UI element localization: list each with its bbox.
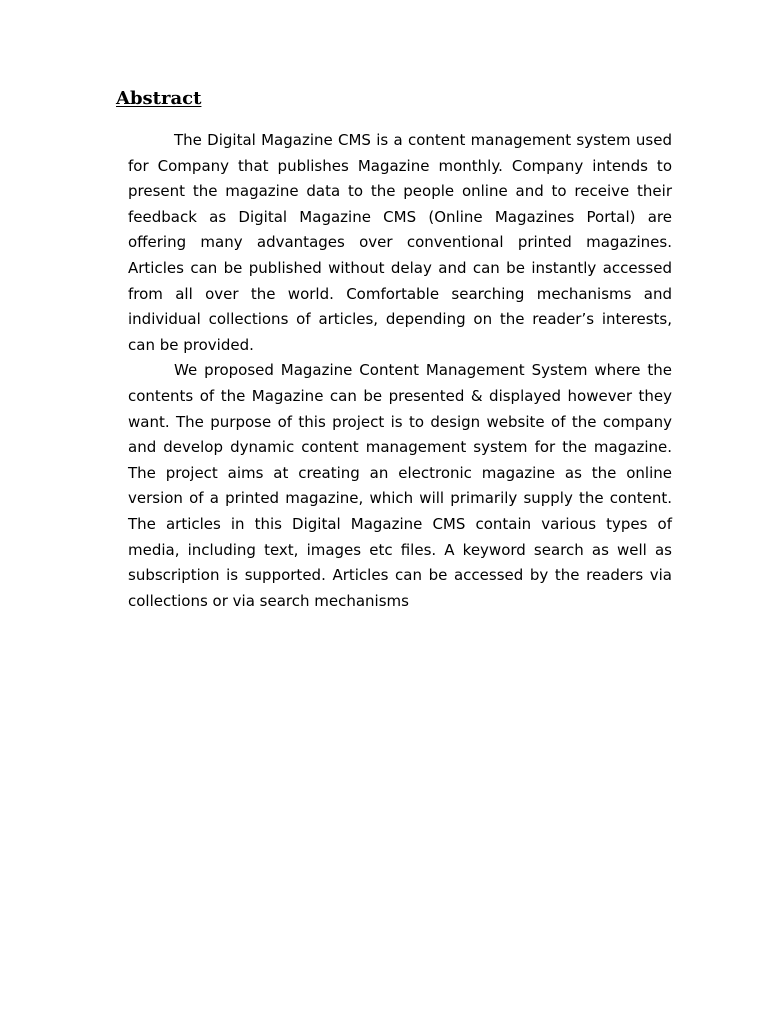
- abstract-heading: Abstract: [116, 88, 202, 109]
- abstract-body: [128, 128, 672, 614]
- abstract-paragraph-2: We proposed Magazine Content Management System where the contents of the Magazine can be presented & displayed however they want. The purpose of this project is to design website of the company and develop dynamic content management system for the magazine. The project aims at creating an electronic magazine as the online version of a printed magazine, which will primarily supply the content. The articles in this Digital Magazine CMS contain various types of media, including text, images etc files. A keyword search as well as subscription is supported. Articles can be accessed by the readers via collections or via search mechanisms: [128, 361, 672, 610]
- abstract-paragraph-1: The Digital Magazine CMS is a content management system used for Company that publishes Magazine monthly. Company intends to present the magazine data to the people online and to receive their feedback as Digital Magazine CMS (Online Magazines Portal) are offering many advantages over conventional printed magazines. Articles can be published without delay and can be instantly accessed from all over the world. Comfortable searching mechanisms and individual collections of articles, depending on the reader’s interests, can be provided.: [128, 131, 672, 354]
